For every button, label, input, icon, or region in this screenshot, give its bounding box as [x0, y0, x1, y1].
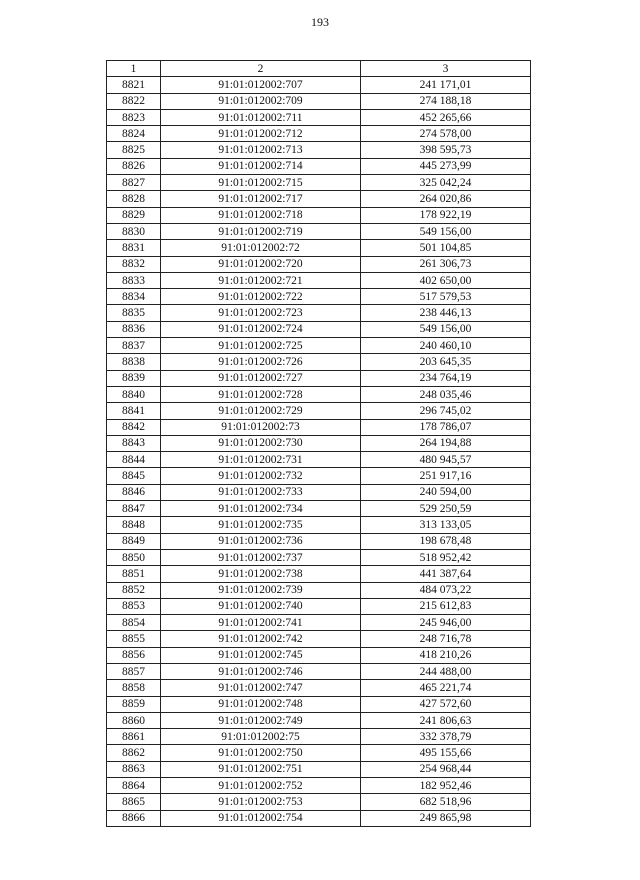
cadastral-number-cell: 91:01:012002:741: [161, 615, 361, 631]
row-number-cell: 8864: [107, 778, 161, 794]
cadastral-value-cell: 203 645,35: [361, 354, 531, 370]
cadastral-value-cell: 178 922,19: [361, 207, 531, 223]
cadastral-number-cell: 91:01:012002:719: [161, 223, 361, 239]
row-number-cell: 8855: [107, 631, 161, 647]
row-number-cell: 8847: [107, 501, 161, 517]
cadastral-number-cell: 91:01:012002:730: [161, 435, 361, 451]
cadastral-value-cell: 549 156,00: [361, 321, 531, 337]
table-row: [107, 109, 531, 125]
row-number-cell: 8842: [107, 419, 161, 435]
cadastral-number-cell: 91:01:012002:733: [161, 484, 361, 500]
row-number-cell: 8862: [107, 745, 161, 761]
table-row: [107, 468, 531, 484]
row-number-cell: 8860: [107, 712, 161, 728]
cadastral-number-cell: 91:01:012002:73: [161, 419, 361, 435]
cadastral-number-cell: 91:01:012002:742: [161, 631, 361, 647]
table-row: [107, 647, 531, 663]
table-row: [107, 175, 531, 191]
cadastral-number-cell: 91:01:012002:754: [161, 810, 361, 826]
cadastral-number-cell: 91:01:012002:714: [161, 158, 361, 174]
table-row: [107, 501, 531, 517]
cadastral-value-header: 3: [361, 61, 531, 77]
row-number-cell: 8848: [107, 517, 161, 533]
table-row: [107, 696, 531, 712]
cadastral-number-cell: 91:01:012002:738: [161, 566, 361, 582]
cadastral-value-cell: 465 221,74: [361, 680, 531, 696]
cadastral-number-cell: 91:01:012002:753: [161, 794, 361, 810]
table-row: [107, 566, 531, 582]
row-number-cell: 8840: [107, 386, 161, 402]
cadastral-value-cell: 198 678,48: [361, 533, 531, 549]
cadastral-value-cell: 445 273,99: [361, 158, 531, 174]
table-row: [107, 435, 531, 451]
cadastral-value-cell: 241 806,63: [361, 712, 531, 728]
cadastral-number-cell: 91:01:012002:735: [161, 517, 361, 533]
table-row: [107, 517, 531, 533]
cadastral-value-cell: 182 952,46: [361, 778, 531, 794]
row-number-cell: 8836: [107, 321, 161, 337]
table-row: [107, 419, 531, 435]
row-number-cell: 8851: [107, 566, 161, 582]
table-row: [107, 615, 531, 631]
row-number-cell: 8859: [107, 696, 161, 712]
row-number-cell: 8832: [107, 256, 161, 272]
cadastral-value-cell: 215 612,83: [361, 598, 531, 614]
cadastral-number-cell: 91:01:012002:717: [161, 191, 361, 207]
cadastral-value-cell: 418 210,26: [361, 647, 531, 663]
table-row: [107, 354, 531, 370]
cadastral-value-cell: 296 745,02: [361, 403, 531, 419]
cadastral-number-cell: 91:01:012002:707: [161, 77, 361, 93]
cadastral-value-cell: 682 518,96: [361, 794, 531, 810]
cadastral-number-cell: 91:01:012002:720: [161, 256, 361, 272]
header-row: [107, 61, 531, 77]
table-row: [107, 663, 531, 679]
cadastral-value-cell: 398 595,73: [361, 142, 531, 158]
cadastral-number-cell: 91:01:012002:749: [161, 712, 361, 728]
table-row: [107, 598, 531, 614]
cadastral-value-cell: 332 378,79: [361, 729, 531, 745]
cadastral-number-cell: 91:01:012002:712: [161, 126, 361, 142]
table-row: [107, 126, 531, 142]
row-number-cell: 8846: [107, 484, 161, 500]
table-row: [107, 729, 531, 745]
cadastral-number-cell: 91:01:012002:718: [161, 207, 361, 223]
cadastral-number-cell: 91:01:012002:746: [161, 663, 361, 679]
cadastral-number-cell: 91:01:012002:740: [161, 598, 361, 614]
row-number-cell: 8828: [107, 191, 161, 207]
cadastral-value-table: [106, 60, 531, 827]
cadastral-value-cell: 518 952,42: [361, 549, 531, 565]
cadastral-value-cell: 264 194,88: [361, 435, 531, 451]
cadastral-value-cell: 501 104,85: [361, 240, 531, 256]
row-number-cell: 8833: [107, 272, 161, 288]
cadastral-number-cell: 91:01:012002:721: [161, 272, 361, 288]
row-number-cell: 8853: [107, 598, 161, 614]
row-number-cell: 8834: [107, 289, 161, 305]
table-row: [107, 484, 531, 500]
cadastral-value-cell: 517 579,53: [361, 289, 531, 305]
cadastral-number-cell: 91:01:012002:709: [161, 93, 361, 109]
row-number-cell: 8823: [107, 109, 161, 125]
cadastral-value-cell: 251 917,16: [361, 468, 531, 484]
cadastral-number-cell: 91:01:012002:731: [161, 452, 361, 468]
cadastral-number-cell: 91:01:012002:724: [161, 321, 361, 337]
table-row: [107, 680, 531, 696]
row-number-cell: 8849: [107, 533, 161, 549]
cadastral-number-cell: 91:01:012002:728: [161, 386, 361, 402]
cadastral-value-cell: 238 446,13: [361, 305, 531, 321]
cadastral-number-cell: 91:01:012002:729: [161, 403, 361, 419]
cadastral-value-cell: 484 073,22: [361, 582, 531, 598]
table-row: [107, 223, 531, 239]
cadastral-value-cell: 274 578,00: [361, 126, 531, 142]
cadastral-value-cell: 452 265,66: [361, 109, 531, 125]
cadastral-value-cell: 325 042,24: [361, 175, 531, 191]
cadastral-number-cell: 91:01:012002:715: [161, 175, 361, 191]
cadastral-value-cell: 261 306,73: [361, 256, 531, 272]
table-row: [107, 321, 531, 337]
row-number-cell: 8838: [107, 354, 161, 370]
cadastral-value-cell: 480 945,57: [361, 452, 531, 468]
row-number-cell: 8844: [107, 452, 161, 468]
row-number-cell: 8861: [107, 729, 161, 745]
cadastral-value-cell: 274 188,18: [361, 93, 531, 109]
row-number-cell: 8852: [107, 582, 161, 598]
table-row: [107, 338, 531, 354]
table-body: [107, 77, 531, 827]
table-row: [107, 745, 531, 761]
cadastral-number-cell: 91:01:012002:745: [161, 647, 361, 663]
cadastral-number-cell: 91:01:012002:734: [161, 501, 361, 517]
table-row: [107, 370, 531, 386]
table-row: [107, 93, 531, 109]
row-number-cell: 8856: [107, 647, 161, 663]
table-row: [107, 631, 531, 647]
table-row: [107, 712, 531, 728]
cadastral-number-cell: 91:01:012002:713: [161, 142, 361, 158]
cadastral-value-cell: 254 968,44: [361, 761, 531, 777]
cadastral-number-cell: 91:01:012002:750: [161, 745, 361, 761]
cadastral-value-cell: 264 020,86: [361, 191, 531, 207]
row-number-cell: 8825: [107, 142, 161, 158]
cadastral-number-cell: 91:01:012002:726: [161, 354, 361, 370]
row-number-cell: 8863: [107, 761, 161, 777]
cadastral-number-cell: 91:01:012002:739: [161, 582, 361, 598]
row-number-cell: 8857: [107, 663, 161, 679]
table-row: [107, 403, 531, 419]
table-row: [107, 533, 531, 549]
cadastral-value-cell: 234 764,19: [361, 370, 531, 386]
table-row: [107, 191, 531, 207]
cadastral-value-cell: 249 865,98: [361, 810, 531, 826]
cadastral-number-cell: 91:01:012002:732: [161, 468, 361, 484]
table-row: [107, 761, 531, 777]
row-number-cell: 8843: [107, 435, 161, 451]
cadastral-value-cell: 178 786,07: [361, 419, 531, 435]
row-number-cell: 8841: [107, 403, 161, 419]
cadastral-number-cell: 91:01:012002:75: [161, 729, 361, 745]
cadastral-value-cell: 427 572,60: [361, 696, 531, 712]
cadastral-number-header: 2: [161, 61, 361, 77]
page-number: 193: [311, 15, 329, 29]
cadastral-number-cell: 91:01:012002:747: [161, 680, 361, 696]
row-number-cell: 8830: [107, 223, 161, 239]
cadastral-value-cell: 245 946,00: [361, 615, 531, 631]
cadastral-number-cell: 91:01:012002:722: [161, 289, 361, 305]
row-number-cell: 8837: [107, 338, 161, 354]
row-number-cell: 8845: [107, 468, 161, 484]
row-number-cell: 8827: [107, 175, 161, 191]
cadastral-number-cell: 91:01:012002:725: [161, 338, 361, 354]
cadastral-value-cell: 529 250,59: [361, 501, 531, 517]
cadastral-value-cell: 240 594,00: [361, 484, 531, 500]
table-row: [107, 77, 531, 93]
table-row: [107, 582, 531, 598]
cadastral-number-cell: 91:01:012002:751: [161, 761, 361, 777]
cadastral-number-cell: 91:01:012002:748: [161, 696, 361, 712]
table-row: [107, 778, 531, 794]
cadastral-value-cell: 241 171,01: [361, 77, 531, 93]
cadastral-number-cell: 91:01:012002:752: [161, 778, 361, 794]
row-number-cell: 8839: [107, 370, 161, 386]
table-row: [107, 305, 531, 321]
row-number-cell: 8829: [107, 207, 161, 223]
cadastral-value-cell: 248 716,78: [361, 631, 531, 647]
cadastral-value-cell: 248 035,46: [361, 386, 531, 402]
row-number-cell: 8831: [107, 240, 161, 256]
table-row: [107, 810, 531, 826]
row-number-cell: 8850: [107, 549, 161, 565]
table-row: [107, 240, 531, 256]
table-row: [107, 794, 531, 810]
row-number-cell: 8822: [107, 93, 161, 109]
cadastral-value-cell: 441 387,64: [361, 566, 531, 582]
table-row: [107, 272, 531, 288]
table-row: [107, 289, 531, 305]
cadastral-number-cell: 91:01:012002:711: [161, 109, 361, 125]
row-number-cell: 8866: [107, 810, 161, 826]
cadastral-value-cell: 549 156,00: [361, 223, 531, 239]
cadastral-value-cell: 402 650,00: [361, 272, 531, 288]
table-row: [107, 158, 531, 174]
cadastral-value-cell: 313 133,05: [361, 517, 531, 533]
row-number-cell: 8858: [107, 680, 161, 696]
row-number-cell: 8824: [107, 126, 161, 142]
cadastral-number-cell: 91:01:012002:72: [161, 240, 361, 256]
row-number-cell: 8854: [107, 615, 161, 631]
cadastral-number-cell: 91:01:012002:727: [161, 370, 361, 386]
row-number-cell: 8865: [107, 794, 161, 810]
cadastral-value-cell: 240 460,10: [361, 338, 531, 354]
row-number-cell: 8821: [107, 77, 161, 93]
row-number-cell: 8835: [107, 305, 161, 321]
table-row: [107, 207, 531, 223]
cadastral-value-cell: 495 155,66: [361, 745, 531, 761]
table-row: [107, 549, 531, 565]
cadastral-number-cell: 91:01:012002:736: [161, 533, 361, 549]
row-number-cell: 8826: [107, 158, 161, 174]
cadastral-value-cell: 244 488,00: [361, 663, 531, 679]
cadastral-number-cell: 91:01:012002:737: [161, 549, 361, 565]
table-row: [107, 142, 531, 158]
cadastral-number-cell: 91:01:012002:723: [161, 305, 361, 321]
table-row: [107, 386, 531, 402]
column-number-header: 1: [107, 61, 161, 77]
table-row: [107, 256, 531, 272]
table-row: [107, 452, 531, 468]
table-header: [107, 61, 531, 77]
